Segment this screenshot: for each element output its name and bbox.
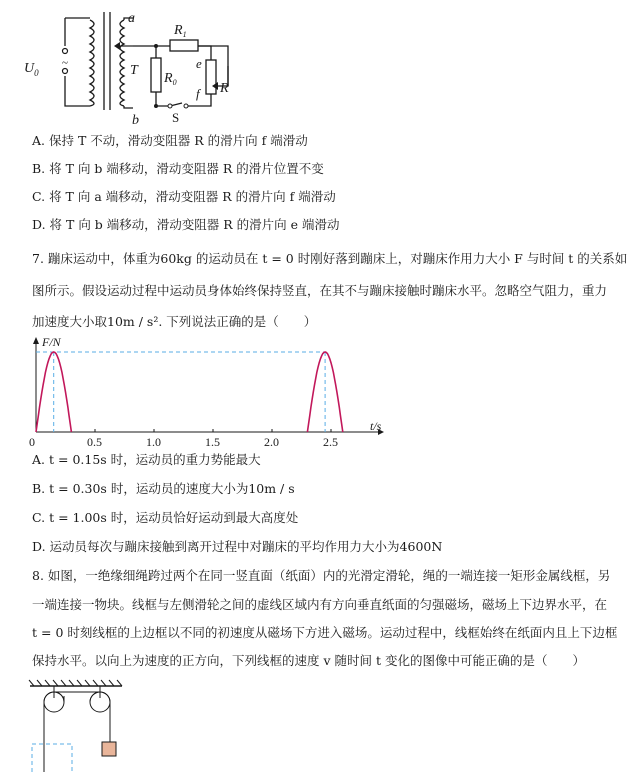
q7-option-d: D. 运动员每次与蹦床接触到离开过程中对蹦床的平均作用力大小为4600N bbox=[32, 539, 443, 554]
q8-stem-line1: 8. 如图，一绝缘细绳跨过两个在同一竖直面（纸面）内的光滑定滑轮，绳的一端连接一矩形金属线框，另 bbox=[32, 568, 611, 583]
q7-stem-line1: 7. 蹦床运动中，体重为60kg 的运动员在 t = 0 时刚好落到蹦床上，对蹦床作用力大小 F 与时间 t 的关系如 bbox=[32, 251, 628, 266]
x-tick-label: 0.5 bbox=[87, 435, 102, 449]
label-e: e bbox=[196, 56, 202, 71]
q8-stem-line3: t = 0 时刻线框的上边框以不同的初速度从磁场下方进入磁场。运动过程中，线框始终在纸面内且上下边框 bbox=[32, 625, 618, 640]
pulley-frame-diagram bbox=[26, 678, 136, 772]
label-s: S bbox=[172, 110, 180, 125]
q6-option-c: C. 将 T 向 a 端移动，滑动变阻器 R 的滑片向 f 端滑动 bbox=[32, 189, 336, 204]
label-r1: $R_1$ bbox=[174, 23, 187, 39]
q7-option-a: A. t = 0.15s 时，运动员的重力势能最大 bbox=[32, 452, 261, 467]
svg-text:~: ~ bbox=[62, 57, 68, 69]
x-tick-label: 2.5 bbox=[323, 435, 338, 449]
q7-stem-line3: 加速度大小取10m / s². 下列说法正确的是（ ） bbox=[32, 314, 317, 329]
label-b: b bbox=[132, 113, 139, 128]
q7-option-c: C. t = 1.00s 时，运动员恰好运动到最大高度处 bbox=[32, 510, 299, 525]
chart-ylabel: F/N bbox=[42, 335, 61, 349]
transformer-circuit-diagram bbox=[20, 6, 260, 128]
chart-origin-label: 0 bbox=[29, 435, 35, 449]
q6-option-b: B. 将 T 向 b 端移动，滑动变阻器 R 的滑片位置不变 bbox=[32, 161, 324, 176]
force-pulse-curve bbox=[36, 352, 71, 432]
chart-xlabel: t/s bbox=[370, 419, 382, 433]
label-r0: $R_0$ bbox=[164, 71, 177, 87]
q8-stem-line2: 一端连接一物块。线框与左侧滑轮之间的虚线区域内有方向垂直纸面的匀强磁场，磁场上下边界水平，在 bbox=[32, 597, 608, 612]
x-tick-label: 1.0 bbox=[146, 435, 161, 449]
x-tick-label: 2.0 bbox=[264, 435, 279, 449]
label-f: f bbox=[196, 86, 200, 101]
q6-option-d: D. 将 T 向 b 端移动，滑动变阻器 R 的滑片向 e 端滑动 bbox=[32, 217, 340, 232]
force-pulse-curve bbox=[307, 352, 342, 432]
q7-option-b: B. t = 0.30s 时，运动员的速度大小为10m / s bbox=[32, 481, 295, 496]
label-t: T bbox=[130, 63, 138, 78]
q7-stem-line2: 图所示。假设运动过程中运动员身体始终保持竖直，在其不与蹦床接触时蹦床水平。忽略空气阻力，重力 bbox=[32, 283, 608, 298]
label-r: R bbox=[220, 81, 229, 96]
q6-option-a: A. 保持 T 不动，滑动变阻器 R 的滑片向 f 端滑动 bbox=[32, 133, 308, 148]
label-a: a bbox=[128, 11, 135, 26]
x-tick-label: 1.5 bbox=[205, 435, 220, 449]
force-time-chart bbox=[26, 334, 396, 454]
q8-stem-line4: 保持水平。以向上为速度的正方向，下列线框的速度 v 随时间 t 变化的图像中可能正确的是（ ） bbox=[32, 653, 585, 668]
label-u0: $U_0$ bbox=[24, 61, 39, 78]
